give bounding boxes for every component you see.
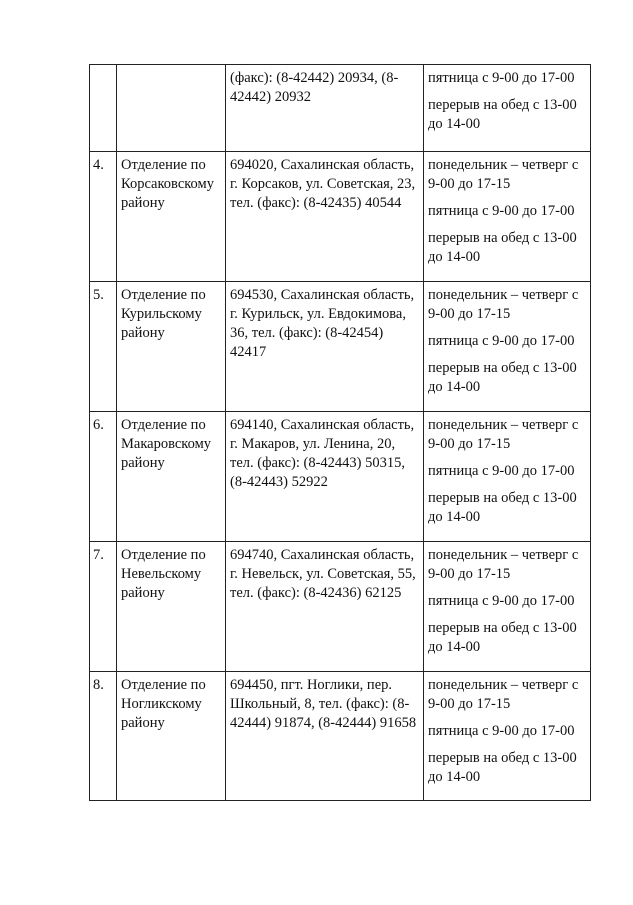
- office-name: Отделение по Ногликскому району: [117, 672, 226, 801]
- hours-lunch: перерыв на обед с 13-00 до 14-00: [428, 230, 577, 265]
- office-hours: [424, 412, 591, 542]
- hours-mon-thu: понедельник – четверг с 9-00 до 17-15: [428, 287, 579, 322]
- num-cell: [90, 65, 117, 152]
- row-number: 5.: [90, 282, 117, 412]
- hours-lunch: перерыв на обед с 13-00 до 14-00: [428, 97, 577, 132]
- hours-mon-thu: понедельник – четверг с 9-00 до 17-15: [428, 677, 579, 712]
- hours-lunch: перерыв на обед с 13-00 до 14-00: [428, 750, 577, 785]
- hours-lunch: перерыв на обед с 13-00 до 14-00: [428, 620, 577, 655]
- office-address: 694450, пгт. Ноглики, пер. Школьный, 8, тел. (факс): (8-42444) 91874, (8-42444) 91658: [226, 672, 424, 801]
- hours-friday: пятница с 9-00 до 17-00: [428, 203, 575, 219]
- office-hours: [424, 542, 591, 672]
- hours-lunch: перерыв на обед с 13-00 до 14-00: [428, 490, 577, 525]
- table-row: [90, 152, 591, 282]
- office-name: Отделение по Корсаковскому району: [117, 152, 226, 282]
- hours-friday: пятница с 9-00 до 17-00: [428, 333, 575, 349]
- table-row: [90, 672, 591, 801]
- address-cell: (факс): (8-42442) 20934, (8-42442) 20932: [226, 65, 424, 152]
- row-number: 7.: [90, 542, 117, 672]
- office-name: Отделение по Невельскому району: [117, 542, 226, 672]
- row-number: 4.: [90, 152, 117, 282]
- offices-table: [89, 64, 591, 801]
- hours-lunch: перерыв на обед с 13-00 до 14-00: [428, 360, 577, 395]
- table-row: [90, 542, 591, 672]
- name-cell: [117, 65, 226, 152]
- row-number: 6.: [90, 412, 117, 542]
- hours-friday: пятница с 9-00 до 17-00: [428, 723, 575, 739]
- office-address: 694530, Сахалинская область, г. Курильск, ул. Евдокимова, 36, тел. (факс): (8-42454) 42417: [226, 282, 424, 412]
- table-row: [90, 412, 591, 542]
- hours-friday: пятница с 9-00 до 17-00: [428, 70, 575, 86]
- office-hours: [424, 152, 591, 282]
- office-hours: [424, 282, 591, 412]
- office-address: 694740, Сахалинская область, г. Невельск, ул. Советская, 55, тел. (факс): (8-42436) 62125: [226, 542, 424, 672]
- row-number: 8.: [90, 672, 117, 801]
- office-name: Отделение по Макаровскому району: [117, 412, 226, 542]
- office-address: 694020, Сахалинская область, г. Корсаков, ул. Советская, 23, тел. (факс): (8-42435) 40544: [226, 152, 424, 282]
- office-hours: [424, 672, 591, 801]
- hours-mon-thu: понедельник – четверг с 9-00 до 17-15: [428, 157, 579, 192]
- hours-mon-thu: понедельник – четверг с 9-00 до 17-15: [428, 417, 579, 452]
- hours-friday: пятница с 9-00 до 17-00: [428, 463, 575, 479]
- hours-friday: пятница с 9-00 до 17-00: [428, 593, 575, 609]
- hours-mon-thu: понедельник – четверг с 9-00 до 17-15: [428, 547, 579, 582]
- office-name: Отделение по Курильскому району: [117, 282, 226, 412]
- table-row-continuation: [90, 65, 591, 152]
- table-row: [90, 282, 591, 412]
- hours-cell: [424, 65, 591, 152]
- office-address: 694140, Сахалинская область, г. Макаров, ул. Ленина, 20, тел. (факс): (8-42443) 50315, (8-42443) 52922: [226, 412, 424, 542]
